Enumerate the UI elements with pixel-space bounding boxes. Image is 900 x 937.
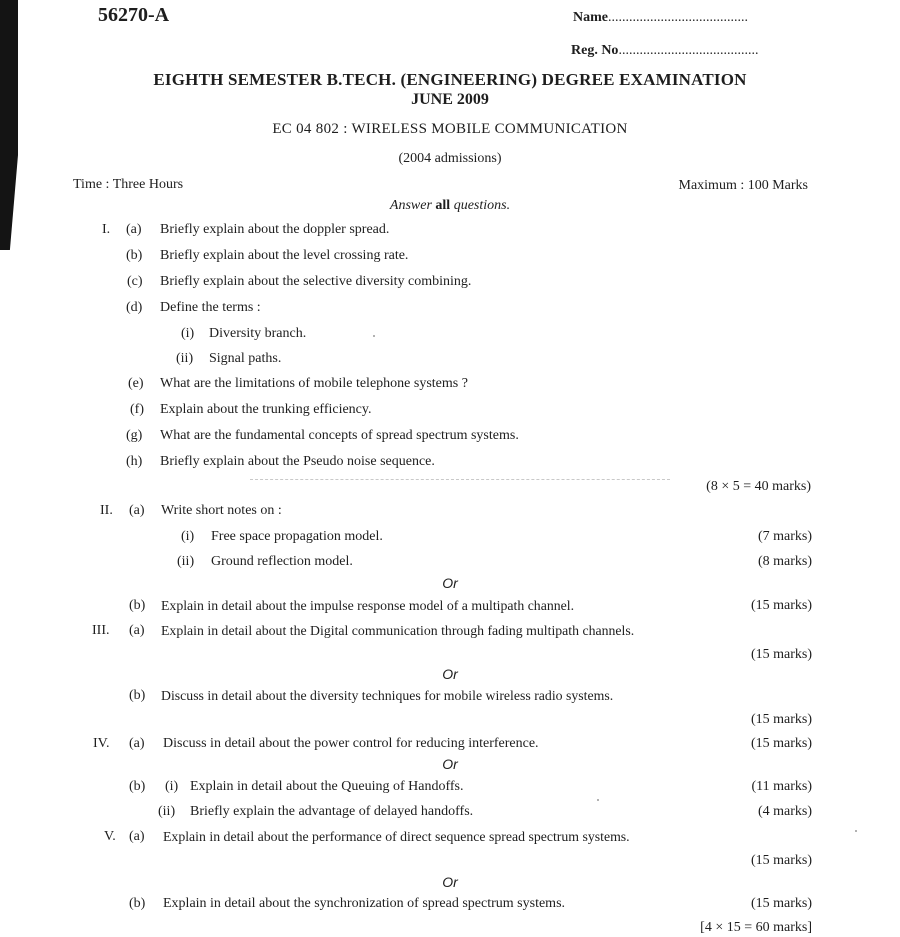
exam-title: EIGHTH SEMESTER B.TECH. (ENGINEERING) DEGREE EXAMINATION (153, 70, 747, 89)
q1d-i-label: (i) (181, 326, 195, 341)
q1h-label: (h) (126, 454, 143, 469)
q4b-label: (b) (129, 779, 146, 794)
q1e-text: What are the limitations of mobile telephone systems ? (160, 376, 468, 391)
q2a-ii-marks: (8 marks) (757, 554, 812, 569)
q3a-marks: (15 marks) (750, 647, 812, 662)
name-dots: ........................................ (608, 10, 748, 25)
q1b-label: (b) (126, 248, 143, 263)
instruction-post: questions. (453, 198, 511, 213)
section5-total-marks: [4 × 15 = 60 marks] (700, 920, 812, 935)
name-field (573, 10, 748, 26)
section-numeral-5: V. (104, 829, 116, 844)
q1d-ii-label: (ii) (176, 351, 194, 366)
q1d-text: Define the terms : (160, 300, 261, 315)
q3a-text: Explain in detail about the Digital communication through fading multipath channels. (161, 623, 635, 638)
q2a-ii-text: Ground reflection model. (211, 554, 353, 569)
q5b-text: Explain in detail about the synchronization of spread spectrum systems. (163, 896, 566, 911)
q3b-label: (b) (129, 688, 146, 703)
scan-speck (855, 830, 857, 832)
q3a-label: (a) (129, 623, 145, 638)
paper-code: 56270-A (98, 4, 170, 26)
q2a-i-label: (i) (181, 529, 195, 544)
q2b-text: Explain in detail about the impulse response model of a multipath channel. (161, 598, 575, 613)
q4b-i-label: (i) (165, 779, 179, 794)
scan-faint-rule (250, 479, 670, 481)
q4b-i-text: Explain in detail about the Queuing of Handoffs. (190, 779, 464, 794)
q5b-marks: (15 marks) (750, 896, 812, 911)
q1f-label: (f) (130, 402, 144, 417)
instruction-bold: all (435, 198, 451, 213)
section5-or: Or (442, 874, 458, 890)
section-numeral-1: I. (102, 222, 111, 237)
admissions-note: (2004 admissions) (398, 151, 502, 166)
q4b-ii-label: (ii) (158, 804, 176, 819)
q1d-label: (d) (126, 300, 143, 315)
section1-marks: (8 × 5 = 40 marks) (706, 479, 811, 494)
q1a-text: Briefly explain about the doppler spread. (160, 222, 390, 237)
q1h-text: Briefly explain about the Pseudo noise sequence. (160, 454, 435, 469)
instruction (0, 198, 900, 214)
q5a-marks: (15 marks) (750, 853, 812, 868)
q4b-i-marks: (11 marks) (751, 779, 812, 794)
instruction-pre: Answer (389, 198, 432, 213)
q1b-text: Briefly explain about the level crossing rate. (160, 248, 409, 263)
subject-title: EC 04 802 : WIRELESS MOBILE COMMUNICATION (272, 121, 628, 137)
q1f-text: Explain about the trunking efficiency. (160, 402, 372, 417)
q4b-ii-text: Briefly explain the advantage of delayed handoffs. (190, 804, 474, 819)
time-allowed: Time : Three Hours (73, 177, 184, 192)
reg-no-label: Reg. No (571, 43, 619, 58)
q1d-ii-text: Signal paths. (209, 351, 282, 366)
q2a-label: (a) (129, 503, 145, 518)
section4-or: Or (442, 756, 458, 772)
exam-date: JUNE 2009 (411, 91, 489, 108)
maximum-marks: Maximum : 100 Marks (678, 178, 808, 193)
q4a-label: (a) (129, 736, 145, 751)
section3-or: Or (442, 666, 458, 682)
reg-no-dots: ........................................ (618, 43, 759, 58)
q3b-marks: (15 marks) (750, 712, 812, 727)
q1g-text: What are the fundamental concepts of spread spectrum systems. (160, 428, 519, 443)
q2a-text: Write short notes on : (161, 503, 282, 518)
name-label: Name (573, 10, 608, 25)
section-numeral-2: II. (100, 503, 113, 518)
q2b-label: (b) (129, 598, 146, 613)
q1e-label: (e) (128, 376, 144, 391)
scan-speck (597, 799, 599, 801)
q4b-ii-marks: (4 marks) (757, 804, 812, 819)
q5b-label: (b) (129, 896, 146, 911)
q4a-marks: (15 marks) (750, 736, 812, 751)
q2b-marks: (15 marks) (750, 598, 812, 613)
section-numeral-3: III. (92, 623, 110, 638)
section-numeral-4: IV. (93, 736, 110, 751)
q2a-i-text: Free space propagation model. (211, 529, 383, 544)
q1a-label: (a) (126, 222, 142, 237)
section2-or: Or (442, 575, 458, 591)
q1c-label: (c) (127, 274, 143, 289)
q2a-i-marks: (7 marks) (757, 529, 812, 544)
q1d-i-text: Diversity branch. (209, 326, 307, 341)
q4a-text: Discuss in detail about the power control for reducing interference. (163, 736, 539, 751)
scan-speck (373, 335, 375, 337)
q1g-label: (g) (126, 428, 143, 443)
reg-no-field (571, 43, 758, 59)
q1c-text: Briefly explain about the selective diversity combining. (160, 274, 472, 289)
q2a-ii-label: (ii) (177, 554, 195, 569)
q3b-text: Discuss in detail about the diversity techniques for mobile wireless radio systems. (161, 688, 614, 703)
q5a-label: (a) (129, 829, 145, 844)
q5a-text: Explain in detail about the performance of direct sequence spread spectrum systems. (163, 829, 630, 844)
